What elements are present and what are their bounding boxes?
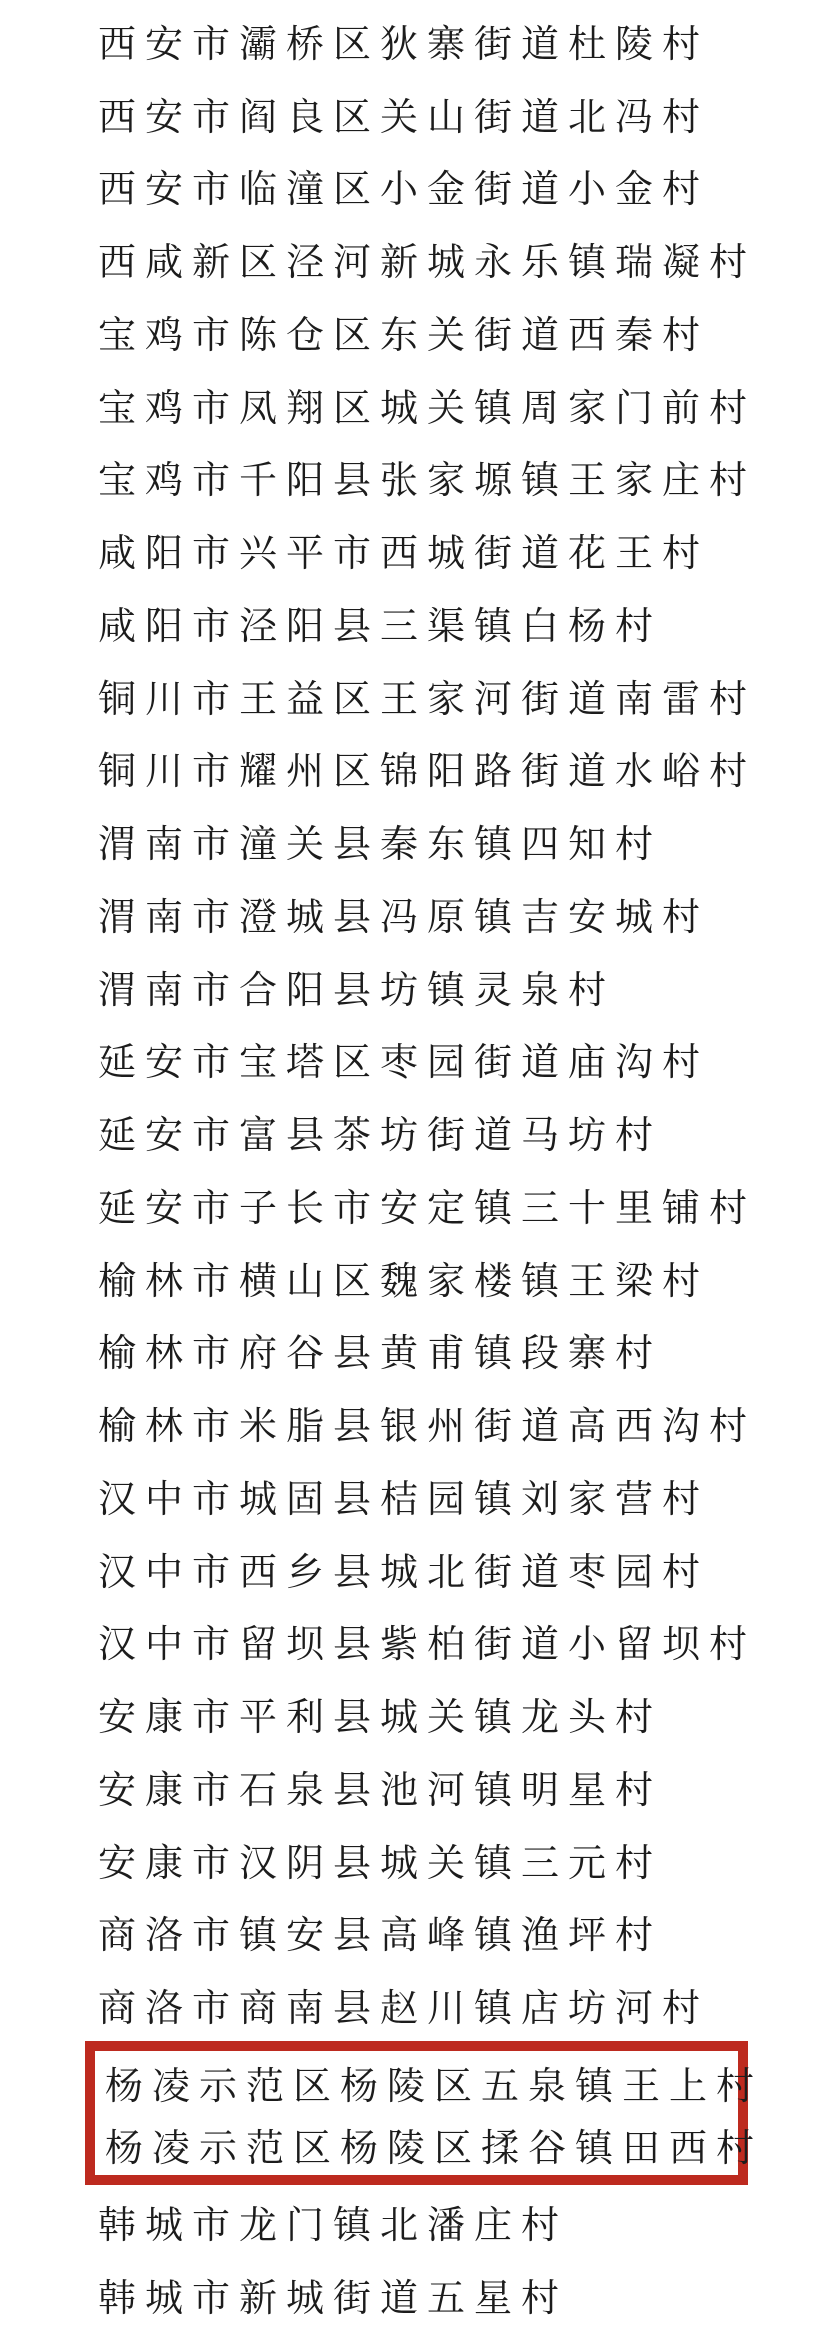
- list-item: 安康市石泉县池河镇明星村: [98, 1769, 663, 1812]
- list-item-highlighted: 杨凌示范区杨陵区五泉镇王上村: [105, 2065, 764, 2108]
- list-item-highlighted: 杨凌示范区杨陵区揉谷镇田西村: [105, 2127, 764, 2170]
- list-item: 渭南市合阳县坊镇灵泉村: [98, 969, 616, 1012]
- list-item: 咸阳市泾阳县三渠镇白杨村: [98, 605, 663, 648]
- highlight-box: [85, 2041, 764, 2185]
- list-item: 西咸新区泾河新城永乐镇瑞凝村: [98, 242, 757, 285]
- list-item: 延安市富县茶坊街道马坊村: [98, 1115, 663, 1158]
- list-item: 延安市子长市安定镇三十里铺村: [98, 1187, 757, 1230]
- list-item: 汉中市西乡县城北街道枣园村: [98, 1551, 710, 1594]
- list-item: 商洛市商南县赵川镇店坊河村: [98, 1988, 710, 2031]
- list-section-before-highlight: [0, 4, 820, 2041]
- list-item: 铜川市王益区王家河街道南雷村: [98, 678, 757, 721]
- list-item: 安康市汉阴县城关镇三元村: [98, 1842, 663, 1885]
- list-item: 渭南市潼关县秦东镇四知村: [98, 824, 663, 867]
- list-item: 西安市阎良区关山街道北冯村: [98, 96, 710, 139]
- list-item: 商洛市镇安县高峰镇渔坪村: [98, 1915, 663, 1958]
- list-item: 宝鸡市凤翔区城关镇周家门前村: [98, 387, 757, 430]
- list-item: 西安市灞桥区狄寨街道杜陵村: [98, 23, 710, 66]
- list-section-after-highlight: [0, 2185, 820, 2331]
- list-item: 咸阳市兴平市西城街道花王村: [98, 533, 710, 576]
- list-item: 韩城市龙门镇北潘庄村: [98, 2204, 569, 2247]
- list-item: 宝鸡市千阳县张家塬镇王家庄村: [98, 460, 757, 503]
- list-item: 汉中市留坝县紫柏街道小留坝村: [98, 1624, 757, 1667]
- list-item: 宝鸡市陈仓区东关街道西秦村: [98, 314, 710, 357]
- list-item: 西安市临潼区小金街道小金村: [98, 169, 710, 212]
- list-item: 汉中市城固县桔园镇刘家营村: [98, 1478, 710, 1521]
- list-item: 延安市宝塔区枣园街道庙沟村: [98, 1042, 710, 1085]
- list-item: 安康市平利县城关镇龙头村: [98, 1697, 663, 1740]
- list-item: 榆林市府谷县黄甫镇段寨村: [98, 1333, 663, 1376]
- list-item: 铜川市耀州区锦阳路街道水峪村: [98, 751, 757, 794]
- list-item: 渭南市澄城县冯原镇吉安城村: [98, 896, 710, 939]
- list-item: 榆林市横山区魏家楼镇王梁村: [98, 1260, 710, 1303]
- list-item: 韩城市新城街道五星村: [98, 2277, 569, 2320]
- list-item: 榆林市米脂县银州街道高西沟村: [98, 1406, 757, 1449]
